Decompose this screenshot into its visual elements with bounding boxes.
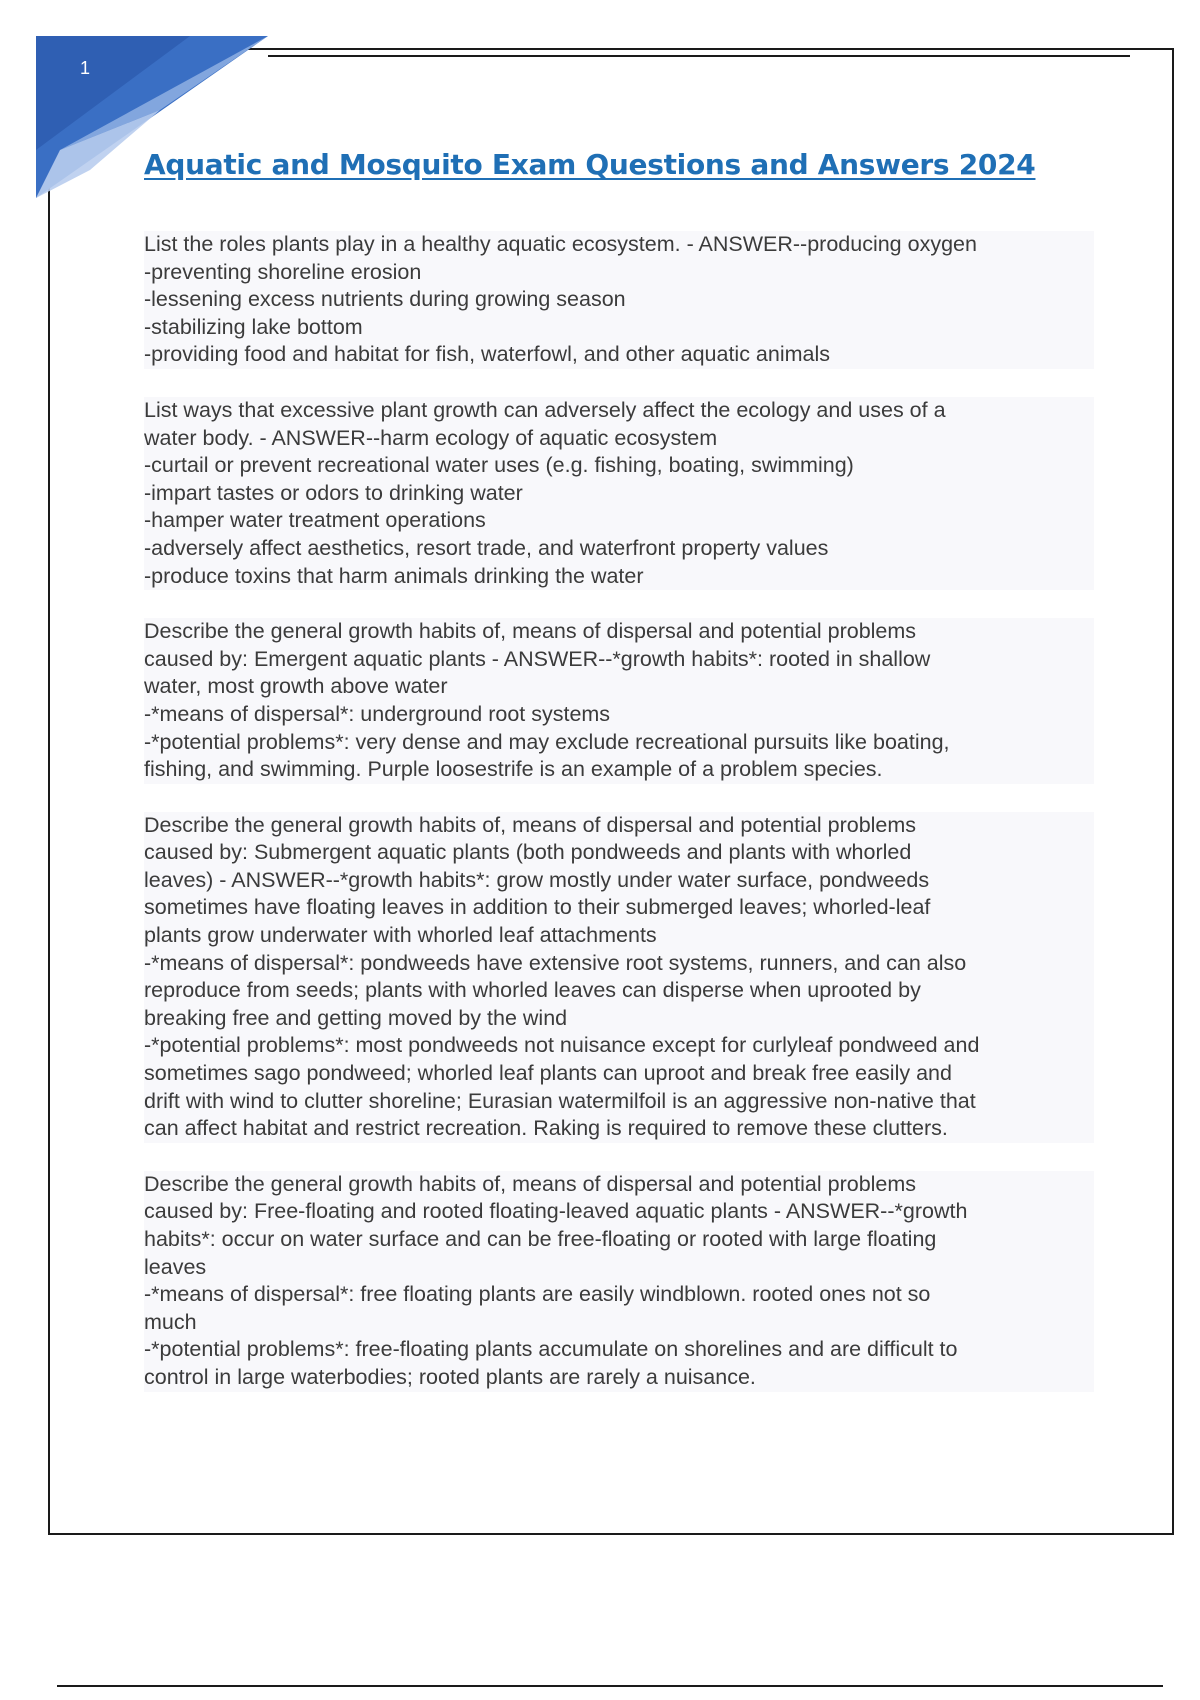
qa-line: -*means of dispersal*: underground root systems (144, 701, 611, 726)
qa-line: Describe the general growth habits of, means of dispersal and potential problems (144, 1171, 917, 1196)
qa-line: -*potential problems*: free-floating plants accumulate on shorelines and are difficult to (144, 1337, 958, 1362)
qa-line: -produce toxins that harm animals drinking the water (144, 563, 644, 588)
qa-line: -*potential problems*: most pondweeds not nuisance except for curlyleaf pondweed and (144, 1033, 980, 1058)
footer-rule (57, 1685, 1163, 1687)
qa-line: caused by: Emergent aquatic plants - ANSWER--*growth habits*: rooted in shallow (144, 646, 931, 671)
page-number: 1 (80, 58, 91, 78)
qa-line: water, most growth above water (144, 674, 448, 699)
qa-line: water body. - ANSWER--harm ecology of aquatic ecosystem (144, 425, 718, 450)
qa-line: -lessening excess nutrients during growing season (144, 287, 626, 312)
qa-line: can affect habitat and restrict recreation. Raking is required to remove these clutters. (144, 1116, 948, 1141)
qa-block (144, 1171, 1094, 1392)
qa-line: -*means of dispersal*: pondweeds have extensive root systems, runners, and can also (144, 950, 967, 975)
qa-line: -*potential problems*: very dense and may exclude recreational pursuits like boating, (144, 729, 950, 754)
qa-line: plants grow underwater with whorled leaf attachments (144, 923, 657, 948)
qa-line: List the roles plants play in a healthy aquatic ecosystem. - ANSWER--producing oxygen (144, 232, 977, 256)
qa-line: breaking free and getting moved by the wind (144, 1005, 568, 1030)
qa-line: -impart tastes or odors to drinking water (144, 480, 523, 505)
qa-line: leaves (144, 1254, 207, 1279)
qa-line: fishing, and swimming. Purple loosestrife is an example of a problem species. (144, 757, 883, 782)
qa-line: -curtail or prevent recreational water uses (e.g. fishing, boating, swimming) (144, 453, 854, 478)
qa-line: much (144, 1309, 197, 1334)
header-rule (268, 55, 1130, 57)
qa-line: sometimes sago pondweed; whorled leaf plants can uproot and break free easily and (144, 1061, 952, 1086)
qa-line: -adversely affect aesthetics, resort trade, and waterfront property values (144, 535, 829, 560)
qa-line: List ways that excessive plant growth can adversely affect the ecology and uses of a (144, 397, 946, 422)
qa-line: sometimes have floating leaves in addition to their submerged leaves; whorled-leaf (144, 895, 931, 920)
qa-line: -stabilizing lake bottom (144, 314, 363, 339)
qa-block (144, 812, 1094, 1143)
qa-line: -*means of dispersal*: free floating plants are easily windblown. rooted ones not so (144, 1282, 931, 1307)
document-body (144, 148, 1094, 1420)
qa-line: control in large waterbodies; rooted plants are rarely a nuisance. (144, 1364, 756, 1389)
qa-line: leaves) - ANSWER--*growth habits*: grow mostly under water surface, pondweeds (144, 867, 930, 892)
qa-line: Describe the general growth habits of, means of dispersal and potential problems (144, 619, 917, 644)
qa-block (144, 397, 1094, 590)
qa-line: caused by: Submergent aquatic plants (both pondweeds and plants with whorled (144, 840, 912, 865)
qa-line: -providing food and habitat for fish, waterfowl, and other aquatic animals (144, 342, 831, 367)
qa-line: -hamper water treatment operations (144, 508, 486, 533)
qa-line: -preventing shoreline erosion (144, 259, 422, 284)
qa-line: reproduce from seeds; plants with whorled leaves can disperse when uprooted by (144, 978, 921, 1003)
qa-line: Describe the general growth habits of, means of dispersal and potential problems (144, 812, 917, 837)
document-title: Aquatic and Mosquito Exam Questions and Answers 2024 (144, 148, 1036, 181)
qa-block (144, 618, 1094, 784)
qa-line: habits*: occur on water surface and can be free-floating or rooted with large floating (144, 1227, 937, 1251)
qa-line: drift with wind to clutter shoreline; Eurasian watermilfoil is an aggressive non-native that (144, 1088, 976, 1113)
qa-block (144, 231, 1094, 369)
qa-line: caused by: Free-floating and rooted floating-leaved aquatic plants - ANSWER--*growth (144, 1199, 968, 1224)
